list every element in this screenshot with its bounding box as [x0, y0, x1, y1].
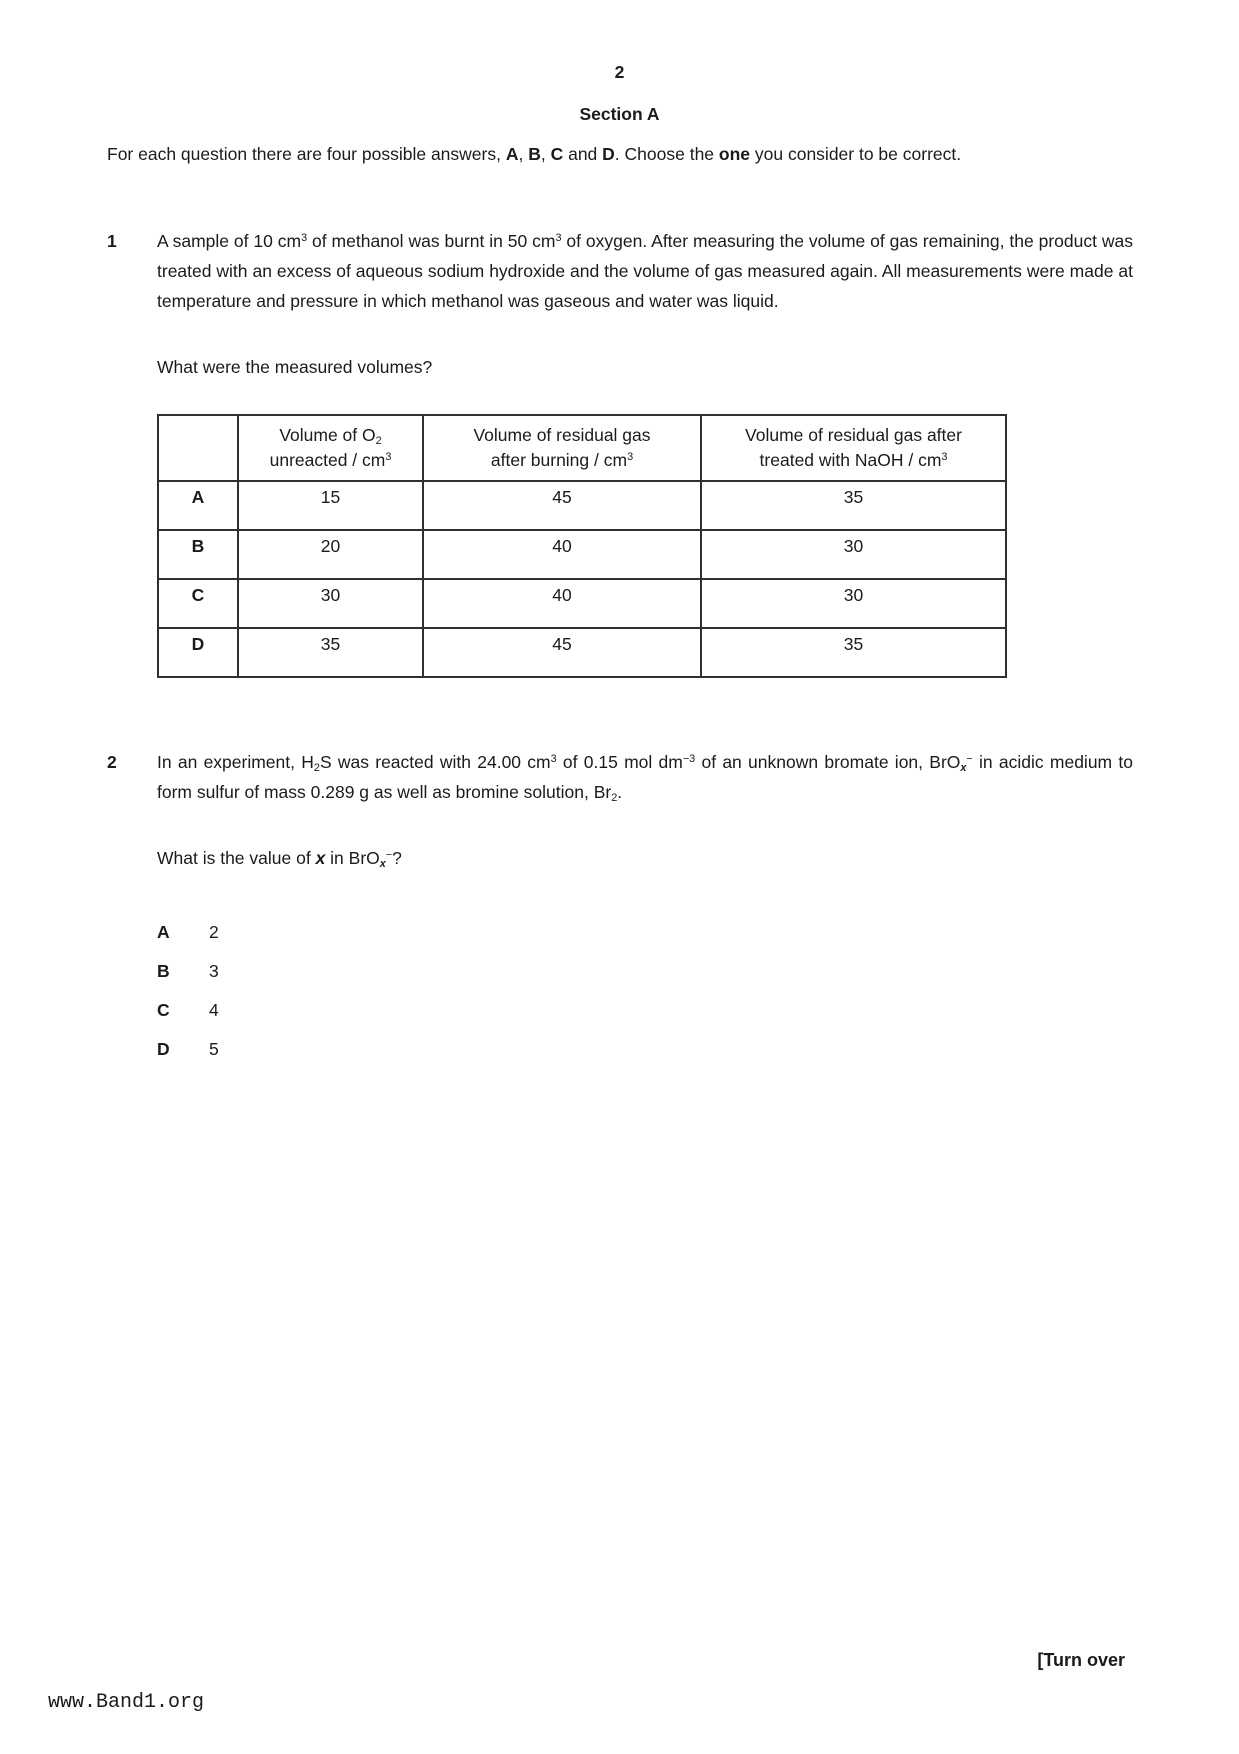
table-cell: 40 [423, 530, 701, 579]
question-2-prompt: What is the value of x in BrOx−? [157, 847, 402, 870]
option-letter: C [157, 999, 170, 1020]
answer-table [157, 414, 1007, 678]
table-cell: 35 [238, 628, 423, 677]
table-row-a [158, 481, 1006, 530]
table-cell: 15 [238, 481, 423, 530]
question-1-number: 1 [107, 231, 117, 252]
table-cell: 35 [701, 628, 1006, 677]
question-1 [107, 227, 1133, 678]
question-2-body [157, 748, 1133, 1073]
table-cell: 45 [423, 628, 701, 677]
table-header-residual-after-naoh: Volume of residual gas after treated with NaOH / $cm^3$ [701, 415, 1006, 481]
option-letter: D [157, 1038, 170, 1059]
table-cell: 40 [423, 579, 701, 628]
table-header-o2-unreacted: Volume of O2 unreacted / $cm^3$ [238, 415, 423, 481]
table-cell: 30 [701, 530, 1006, 579]
question-1-prompt: What were the measured volumes? [157, 356, 433, 377]
page-number: 2 [614, 62, 625, 82]
option-b [157, 957, 1133, 996]
option-a [157, 918, 1133, 957]
section-instructions: For each question there are four possible answers, A, B, C and D. Choose the one you consider to be correct. [107, 143, 962, 164]
website-footer: www.Band1.org [48, 1691, 205, 1714]
table-cell: 30 [701, 579, 1006, 628]
question-2 [107, 748, 1133, 1073]
table-header-residual-after-burning: Volume of residual gas after burning / $cm^3$ [423, 415, 701, 481]
row-label: A [158, 481, 238, 530]
table-row-c [158, 579, 1006, 628]
row-label: C [158, 579, 238, 628]
table-header-row [158, 415, 1006, 481]
table-row-d [158, 628, 1006, 677]
question-1-text: A sample of 10 $cm^3$ of methanol was burnt in 50 $cm^3$ of oxygen. After measuring the volume of gas remaining, the product was treated with an excess of aqueous sodium hydroxide and the volume of gas measured again. All measurements were made at temperature and pressure in which methanol was gaseous and water was liquid. [157, 231, 1133, 311]
question-2-number: 2 [107, 752, 117, 773]
table-cell: 35 [701, 481, 1006, 530]
question-2-text: In an experiment, H2S was reacted with 24.00 $cm^3$ of 0.15 mol $dm^{-3}$ of an unknown bromate ion, BrOx− in acidic medium to form sulfur of mass 0.289 g as well as bromine solution, Br2. [157, 752, 1133, 805]
section-title: Section A [579, 103, 660, 124]
answer-options [157, 918, 1133, 1074]
table-cell: 45 [423, 481, 701, 530]
option-c [157, 996, 1133, 1035]
option-value: 3 [209, 960, 219, 981]
option-d [157, 1035, 1133, 1074]
option-value: 5 [209, 1038, 219, 1059]
option-letter: B [157, 960, 170, 981]
option-value: 4 [209, 999, 219, 1020]
table-header-option [158, 415, 238, 481]
question-1-body [157, 227, 1133, 678]
table-cell: 20 [238, 530, 423, 579]
option-value: 2 [209, 921, 219, 942]
turn-over-note: [Turn over [1037, 1650, 1125, 1670]
table-cell: 30 [238, 579, 423, 628]
option-letter: A [157, 921, 170, 942]
row-label: D [158, 628, 238, 677]
row-label: B [158, 530, 238, 579]
table-row-b [158, 530, 1006, 579]
